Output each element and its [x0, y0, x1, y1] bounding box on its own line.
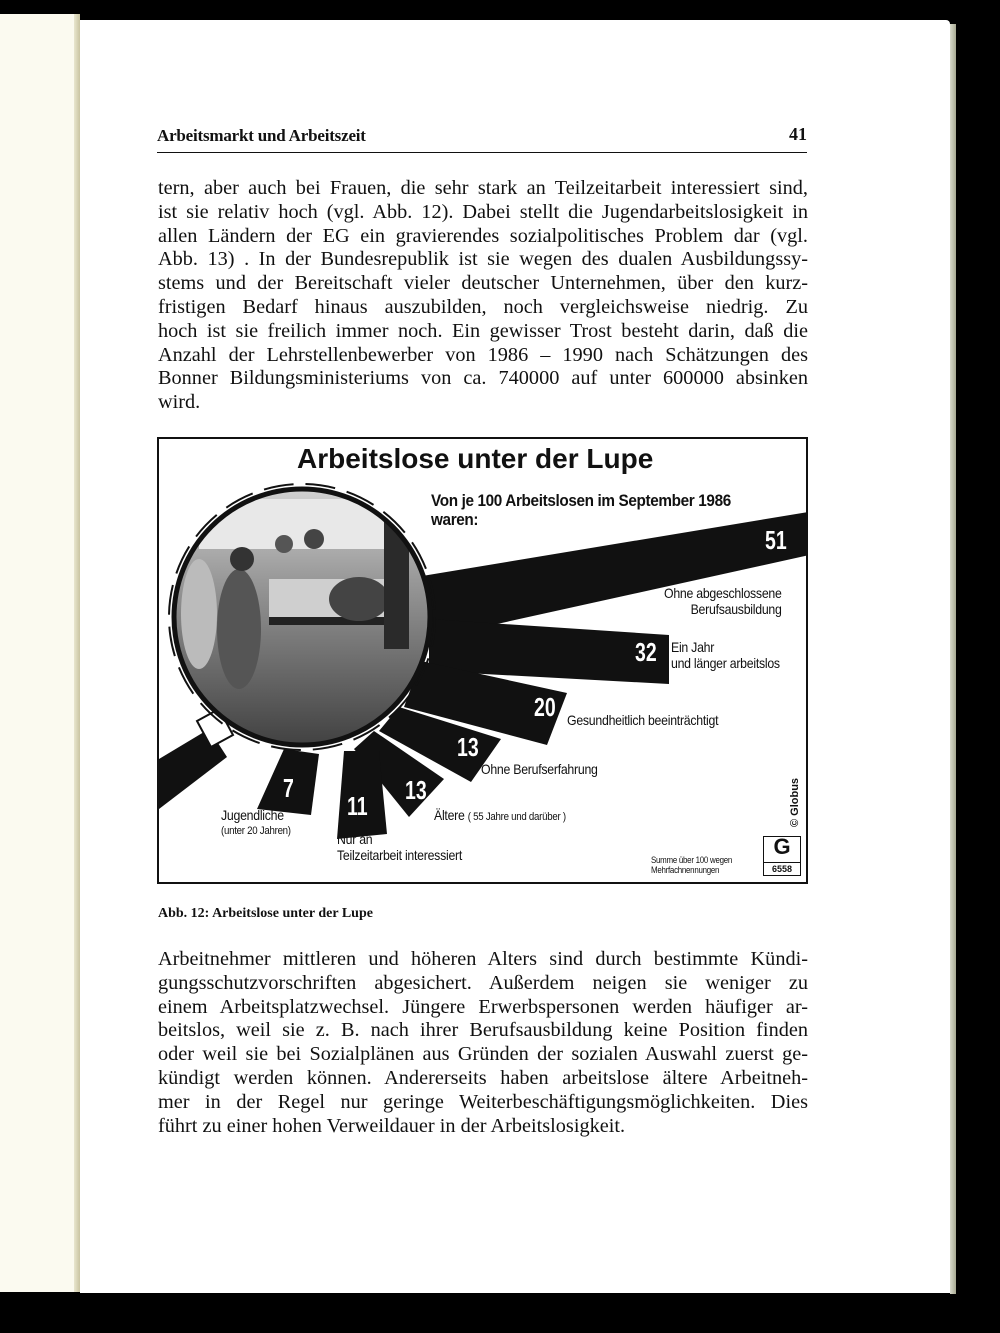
text-line: fristigen Bedarf hinaus auszubilden, noch vergleichsweise niedrig. Zu [158, 295, 808, 318]
text-line: kündigt werden können. Andererseits haben arbeitslose ältere Arbeitneh- [158, 1066, 808, 1089]
facing-page-edge [0, 14, 80, 1292]
label-ohne-abgeschlossene-berufsausbildung: Ohne abgeschlossene Berufsausbildung [664, 585, 782, 617]
label-ein-jahr-und-laenger-arbeitslos: Ein Jahr und länger arbeitslos [671, 639, 780, 671]
text-line: Arbeitnehmer mittleren und höheren Alters sind durch bestimmte Kündi- [158, 948, 808, 970]
figure-subtitle: Von je 100 Arbeitslosen im September 1986 waren: [431, 491, 731, 529]
running-title: Arbeitsmarkt und Arbeitszeit [157, 126, 366, 145]
label-gesundheitlich-beeintraechtigt: Gesundheitlich beeinträchtigt [567, 712, 719, 728]
text-line: führt zu einer hohen Verweildauer in der Arbeitslosigkeit. [158, 1114, 626, 1137]
label-ohne-berufserfahrung: Ohne Berufserfahrung [481, 761, 598, 777]
label-nur-an-teilzeitarbeit-interessiert: Nur an Teilzeitarbeit interessiert [337, 831, 463, 863]
running-header [157, 122, 807, 153]
text-line: beitslos, weil sie z. B. nach ihrer Berufsausbildung keine Position finden [158, 1019, 808, 1042]
text-line: gungsschutzvorschriften abgesichert. Außerdem neigen sie weniger zu [158, 971, 808, 994]
value-20: 20 [534, 692, 556, 722]
text-line: oder weil sie bei Sozialplänen aus Gründen der sozialen Auswahl zuerst ge- [158, 1043, 808, 1066]
label-jugendliche: Jugendliche (unter 20 Jahren) [221, 807, 291, 837]
text-line: stems und der Bereitschaft vieler deutscher Unternehmen, über den kurz- [158, 272, 808, 295]
globus-credit: © Globus [789, 777, 801, 827]
page-number: 41 [789, 124, 807, 144]
value-51: 51 [765, 525, 787, 555]
text-line: einem Arbeitsplatzwechsel. Jüngere Erwerbspersonen werden häufiger ar- [158, 995, 808, 1018]
paragraph-2 [158, 948, 808, 1138]
text-line: allen Ländern der EG ein gravierendes sozialpolitisches Problem dar (vgl. [158, 224, 808, 247]
text-line: wird. [158, 391, 201, 414]
wedge-51 [404, 511, 808, 639]
label-aeltere: Ältere ( 55 Jahre und darüber ) [434, 807, 566, 823]
text-line: mer in der Regel nur geringe Weiterbeschäftigungsmöglichkeiten. Dies [158, 1090, 808, 1113]
text-line: Anzahl der Lehrstellenbewerber von 1986 – 1990 nach Schätzungen des [158, 343, 808, 366]
text-line: tern, aber auch bei Frauen, die sehr stark an Teilzeitarbeit interessiert sind, [158, 177, 808, 199]
value-7: 7 [283, 773, 294, 803]
figure-title: Arbeitslose unter der Lupe [297, 443, 654, 474]
figure-caption: Abb. 12: Arbeitslose unter der Lupe [158, 906, 373, 921]
footnote-mehrfachnennungen: Summe über 100 wegen Mehrfachnennungen [651, 855, 733, 875]
figure-arbeitslose-unter-der-lupe [157, 437, 808, 884]
value-13-aeltere: 13 [405, 775, 427, 805]
value-13-berufserfahrung: 13 [457, 732, 479, 762]
paragraph-1 [158, 177, 808, 415]
value-11: 11 [347, 791, 368, 821]
value-32: 32 [635, 637, 657, 667]
text-line: Bonner Bildungsministeriums von ca. 740000 auf unter 600000 absinken [158, 367, 808, 390]
text-line: Abb. 13) . In der Bundesrepublik ist sie wegen des dualen Ausbildungssy- [158, 248, 808, 271]
text-line: ist sie relativ hoch (vgl. Abb. 12). Dabei stellt die Jugendarbeitslosigkeit in [158, 200, 808, 223]
text-line: hoch ist sie freilich immer noch. Ein gewisser Trost besteht darin, daß die [158, 319, 808, 342]
globus-logo-icon: G 6558 [763, 836, 801, 876]
